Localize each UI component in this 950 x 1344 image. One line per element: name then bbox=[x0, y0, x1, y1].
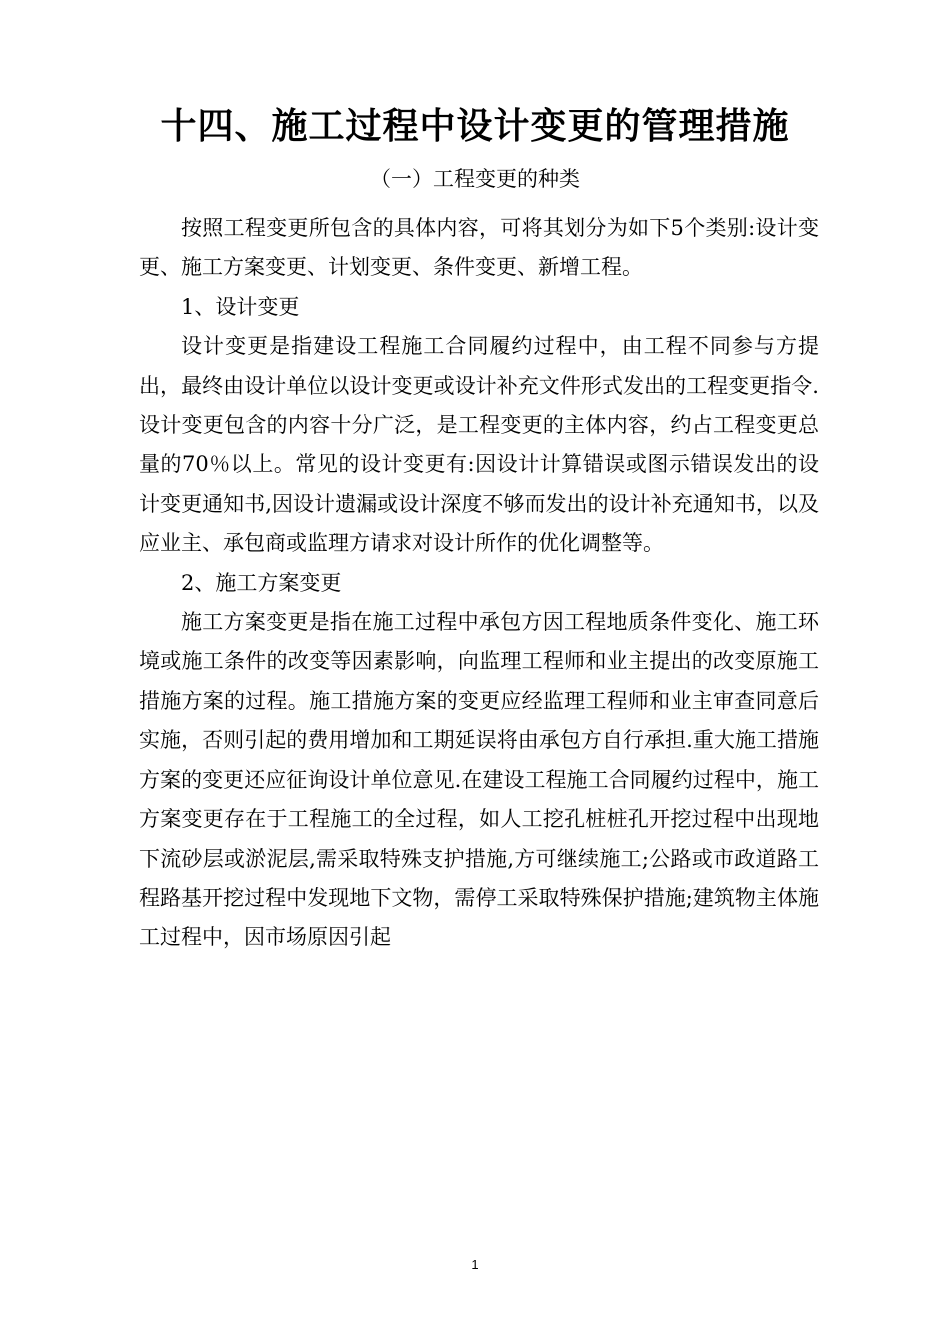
section-heading-construction-plan-change: 2、施工方案变更 bbox=[181, 570, 342, 595]
section-subtitle: （一）工程变更的种类 bbox=[370, 167, 580, 191]
page-number: 1 bbox=[471, 1257, 479, 1272]
intro-paragraph: 按照工程变更所包含的具体内容，可将其划分为如下5个类别:设计变更、施工方案变更、计划变更、条件变更、新增工程。 bbox=[139, 216, 819, 280]
design-change-paragraph: 设计变更是指建设工程施工合同履约过程中，由工程不同参与方提出，最终由设计单位以设计变更或设计补充文件形式发出的工程变更指令.设计变更包含的内容十分广泛，是工程变更的主体内容，约占工程变更总量的70％以上。常见的设计变更有:因设计计算错误或图示错误发出的设计变更通知书,因设计遗漏或设计深度不够而发出的设计补充通知书，以及应业主、承包商或监理方请求对设计所作的优化调整等。 bbox=[139, 334, 819, 556]
section-heading-design-change: 1、设计变更 bbox=[181, 294, 300, 319]
document-body bbox=[139, 209, 819, 958]
page-title: 十四、施工过程中设计变更的管理措施 bbox=[160, 106, 790, 147]
construction-plan-change-paragraph: 施工方案变更是指在施工过程中承包方因工程地质条件变化、施工环境或施工条件的改变等因素影响，向监理工程师和业主提出的改变原施工措施方案的过程。施工措施方案的变更应经监理工程师和业主审查同意后实施，否则引起的费用增加和工期延误将由承包方自行承担.重大施工措施方案的变更还应征询设计单位意见.在建设工程施工合同履约过程中，施工方案变更存在于工程施工的全过程，如人工挖孔桩桩孔开挖过程中出现地下流砂层或淤泥层,需采取特殊支护措施,方可继续施工;公路或市政道路工程路基开挖过程中发现地下文物，需停工采取特殊保护措施;建筑物主体施工过程中，因市场原因引起 bbox=[139, 610, 819, 950]
